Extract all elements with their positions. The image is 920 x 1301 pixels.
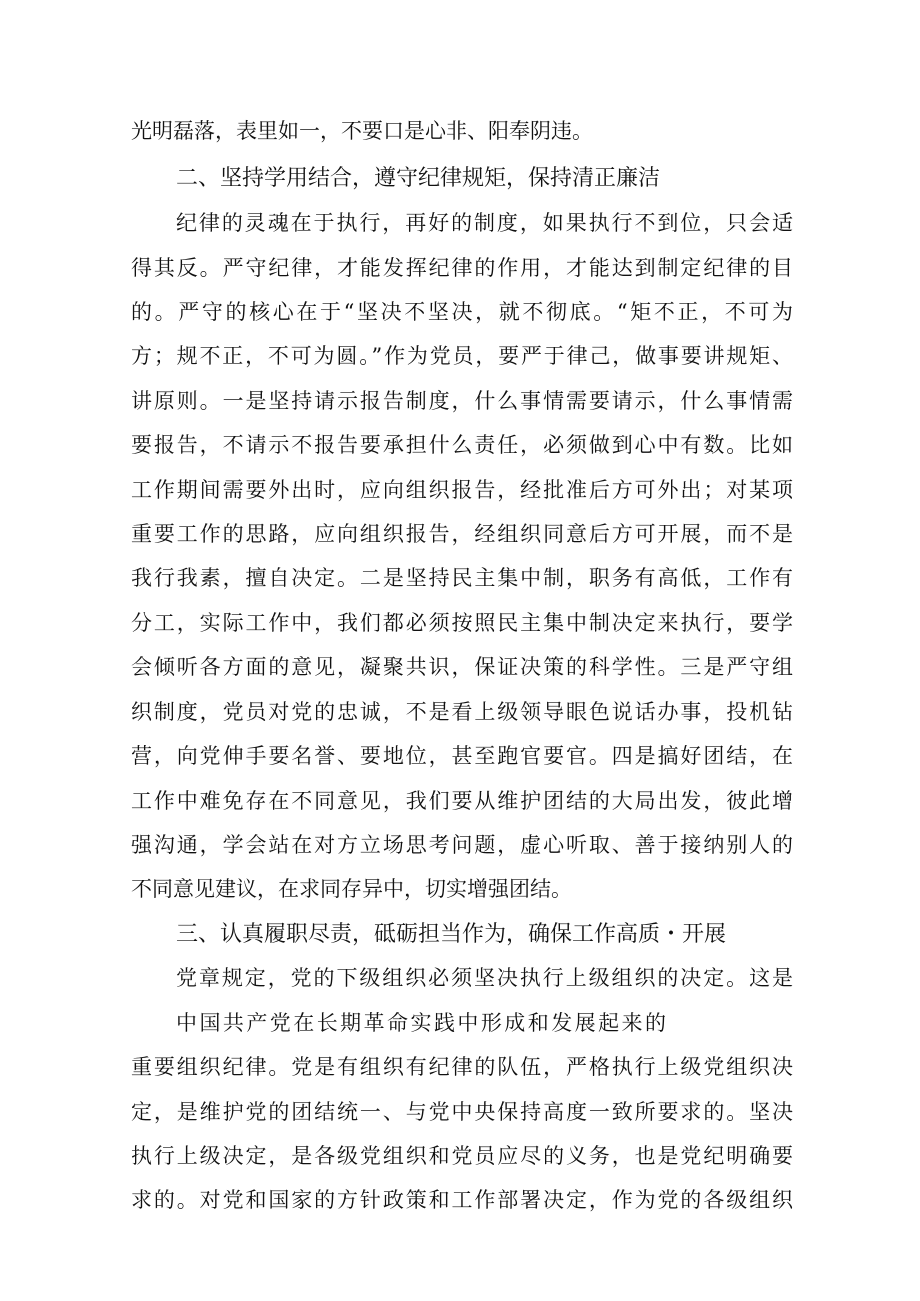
section-heading: 二、坚持学用结合，遵守纪律规矩，保持清正廉洁 [176,166,661,191]
paragraph-line: 执行上级决定，是各级党组织和党员应尽的义务，也是党纪明确要 [131,1144,793,1168]
paragraph-line: 中国共产党在长期革命实践中形成和发展起来的 [176,1011,666,1035]
paragraph-line: 纪律的灵魂在于执行，再好的制度，如果执行不到位，只会适 [176,211,793,235]
paragraph-line: 定，是维护党的团结统一、与党中央保持高度一致所要求的。坚决 [131,1100,793,1124]
paragraph-line: 重要工作的思路，应向组织报告，经组织同意后方可开展，而不是 [131,522,793,546]
paragraph-line: 不同意见建议，在求同存异中，切实增强团结。 [131,877,572,901]
paragraph-line: 要报告，不请示不报告要承担什么责任，必须做到心中有数。比如 [131,433,793,457]
paragraph-line: 方；规不正，不可为圆。”作为党员，要严于律己，做事要讲规矩、 [131,344,793,368]
paragraph-line: 光明磊落，表里如一，不要口是心非、阳奉阴违。 [131,119,593,143]
section-heading: 三、认真履职尽责，砥砺担当作为，确保工作高质・开展 [176,922,727,947]
paragraph-line: 会倾听各方面的意见，凝聚共识，保证决策的科学性。三是严守组 [131,655,793,679]
paragraph-line: 得其反。严守纪律，才能发挥纪律的作用，才能达到制定纪律的目 [131,256,793,280]
paragraph-line: 工作期间需要外出时，应向组织报告，经批准后方可外出；对某项 [131,478,793,502]
paragraph-line: 求的。对党和国家的方针政策和工作部署决定，作为党的各级组织 [131,1188,793,1212]
paragraph-line: 讲原则。一是坚持请示报告制度，什么事情需要请示，什么事情需 [131,389,793,413]
paragraph-line: 工作中难免存在不同意见，我们要从维护团结的大局出发，彼此增 [131,789,793,813]
paragraph-line: 强沟通，学会站在对方立场思考问题，虚心听取、善于接纳别人的 [131,833,793,857]
paragraph-line: 营，向党伸手要名誉、要地位，甚至跑官要官。四是搞好团结，在 [131,744,793,768]
paragraph-line: 的。严守的核心在于“坚决不坚决，就不彻底。“矩不正，不可为 [131,300,793,324]
paragraph-line: 织制度，党员对党的忠诚，不是看上级领导眼色说话办事，投机钻 [131,700,793,724]
paragraph-line: 党章规定，党的下级组织必须坚决执行上级组织的决定。这是 [176,966,793,990]
paragraph-line: 我行我素，擅自决定。二是坚持民主集中制，职务有高低，工作有 [131,566,793,590]
paragraph-line: 分工，实际工作中，我们都必须按照民主集中制决定来执行，要学 [131,611,793,635]
paragraph-line: 重要组织纪律。党是有组织有纪律的队伍，严格执行上级党组织决 [131,1055,793,1079]
